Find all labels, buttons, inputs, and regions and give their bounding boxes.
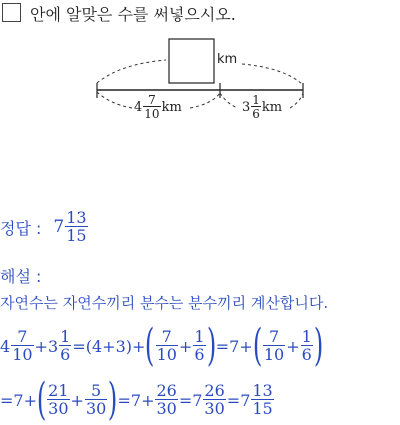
eq1-e-num: 7	[268, 327, 280, 346]
eq2-f2-den: 30	[85, 399, 107, 418]
equation-line-1	[0, 320, 324, 371]
left-fraction	[143, 94, 160, 120]
left-numerator: 7	[148, 93, 156, 107]
eq2-equals-3: =	[178, 390, 193, 410]
answer-whole: 7	[53, 217, 65, 237]
eq1-f-fraction	[301, 329, 313, 363]
left-unit: km	[161, 99, 182, 115]
bottom-arc-left-a	[97, 92, 132, 108]
eq1-a-whole: 4	[0, 336, 11, 356]
answer-square	[169, 39, 214, 83]
eq1-c-fraction	[156, 329, 178, 363]
eq2-f3-num: 26	[156, 381, 177, 400]
eq1-a-den: 10	[12, 345, 33, 364]
eq2-result-whole: 7	[240, 390, 251, 410]
eq2-equals: =	[0, 390, 14, 410]
eq1-c-den: 10	[156, 345, 177, 364]
eq2-plus-3: +	[141, 390, 155, 410]
answer-denominator: 15	[66, 226, 87, 245]
eq2-f2-fraction	[85, 383, 107, 417]
top-arc-right	[242, 64, 303, 85]
eq1-plus-5: +	[286, 336, 300, 356]
right-segment-label	[242, 94, 282, 120]
eq2-result-num: 13	[252, 381, 273, 400]
left-segment-label	[134, 94, 182, 120]
bottom-arc-left-b	[190, 93, 220, 108]
eq1-plus: +	[34, 336, 48, 356]
eq2-plus-2: +	[70, 390, 84, 410]
eq2-f4-num: 26	[204, 381, 225, 400]
eq1-close-paren: )	[206, 320, 216, 371]
explanation-label: 해설 :	[0, 267, 42, 286]
left-whole: 4	[134, 99, 143, 115]
eq1-close-paren-2: )	[313, 320, 324, 371]
right-denominator: 6	[252, 107, 260, 121]
eq2-f1-den: 30	[48, 399, 69, 418]
eq2-seven-2: 7	[130, 390, 142, 410]
question-text: 안에 알맞은 수를 써넣으시오.	[30, 5, 236, 24]
eq1-d-den: 6	[194, 345, 205, 364]
eq1-e-den: 10	[263, 345, 285, 364]
eq1-c-num: 7	[161, 327, 172, 346]
eq1-b-den: 6	[60, 345, 71, 364]
eq1-group: (4+3)	[85, 336, 132, 356]
right-numerator: 1	[252, 93, 260, 107]
eq1-b-whole: 3	[47, 336, 59, 356]
eq2-f1-fraction	[47, 383, 69, 417]
answer-line	[0, 210, 89, 244]
bottom-arc-right-a	[220, 93, 238, 108]
eq2-f4-den: 30	[204, 399, 225, 418]
eq2-open-paren: (	[36, 374, 47, 425]
eq1-f-num: 1	[301, 327, 312, 346]
right-fraction	[251, 94, 261, 120]
explanation-text: 자연수는 자연수끼리 분수는 분수끼리 계산합니다.	[0, 294, 329, 312]
answer-numerator: 13	[66, 208, 87, 227]
eq1-f-den: 6	[301, 345, 312, 364]
eq1-open-paren: (	[145, 320, 155, 371]
distance-diagram	[90, 36, 310, 136]
eq2-plus: +	[23, 390, 37, 410]
eq2-equals-2: =	[117, 390, 131, 410]
answer-fraction	[65, 210, 87, 244]
diagram-lines	[90, 36, 310, 136]
eq2-f3-fraction	[155, 383, 177, 417]
eq2-seven: 7	[13, 390, 24, 410]
eq2-f4-fraction	[203, 383, 225, 417]
eq1-d-num: 1	[194, 327, 205, 346]
eq1-plus-4: +	[239, 336, 253, 356]
answer-label: 정답 :	[0, 218, 42, 238]
eq2-f3-den: 30	[156, 399, 177, 418]
eq2-equals-4: =	[226, 390, 241, 410]
eq1-b-num: 1	[60, 327, 71, 346]
eq2-close-paren: )	[108, 374, 118, 425]
box-unit-label: km	[217, 52, 238, 67]
bottom-arc-right-b	[290, 93, 303, 108]
eq1-equals: =	[72, 336, 86, 356]
eq1-equals-2: =	[215, 336, 230, 356]
right-whole: 3	[242, 99, 251, 115]
eq1-plus-2: +	[131, 336, 146, 356]
eq1-d-fraction	[193, 329, 205, 363]
eq1-e-fraction	[263, 329, 285, 363]
eq1-b-fraction	[59, 329, 71, 363]
eq1-seven: 7	[229, 336, 240, 356]
eq1-a-num: 7	[17, 327, 28, 346]
top-arc-left	[97, 60, 166, 83]
answer-box-icon	[2, 3, 21, 22]
eq1-plus-3: +	[178, 336, 193, 356]
eq2-seven-3: 7	[192, 390, 203, 410]
eq2-result-den: 15	[252, 399, 273, 418]
equation-line-2	[0, 374, 275, 425]
eq2-result-fraction	[251, 383, 273, 417]
right-unit: km	[261, 99, 283, 115]
eq1-open-paren-2: (	[252, 320, 262, 371]
eq1-a-fraction	[11, 329, 33, 363]
left-denominator: 10	[144, 107, 160, 121]
eq2-f1-num: 21	[48, 381, 69, 400]
eq2-f2-num: 5	[91, 381, 102, 400]
